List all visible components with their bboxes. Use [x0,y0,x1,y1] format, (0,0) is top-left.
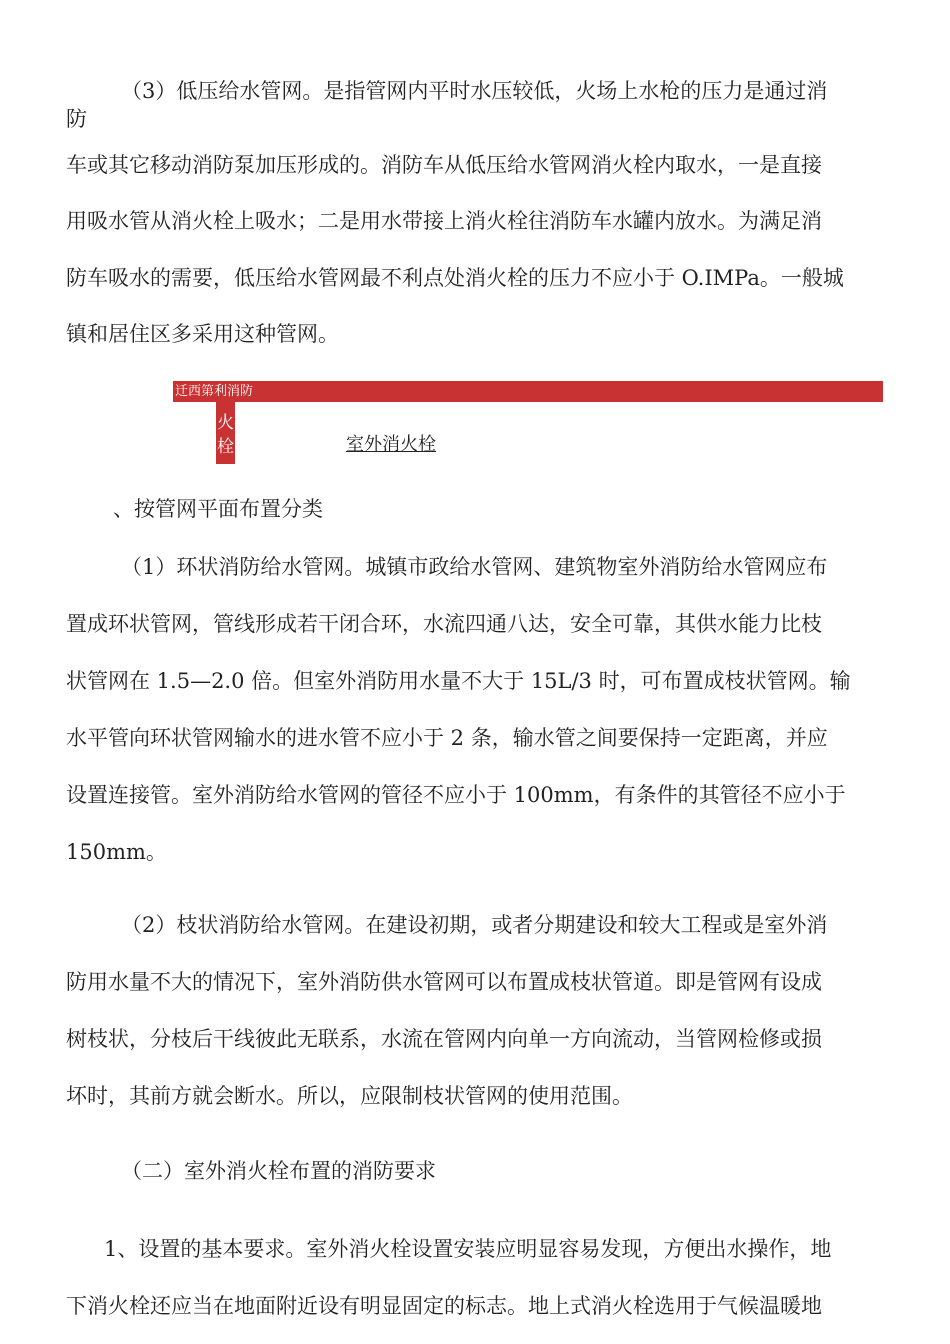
text-line: 防 [66,107,87,131]
text-line: 下消火栓还应当在地面附近设有明显固定的标志。地上式消火栓选用于气候温暖地 [66,1294,822,1318]
text-line: 150mm。 [66,840,167,864]
text-line: 镇和居住区多采用这种管网。 [66,322,339,346]
text-line: （3）低压给水管网。是指管网内平时水压较低，火场上水枪的压力是通过消 [121,79,828,103]
text-line: 防车吸水的需要，低压给水管网最不利点处消火栓的压力不应小于 O.IMPa。一般城 [66,266,844,290]
figure-caption: 室外消火栓 [346,434,436,455]
banner-text: 迁西第利消防 [175,384,254,399]
text-line: 坏时，其前方就会断水。所以，应限制枝状管网的使用范围。 [66,1084,633,1108]
text-line: 1、设置的基本要求。室外消火栓设置安装应明显容易发现，方便出水操作，地 [104,1237,832,1261]
fire-brigade-banner [173,381,883,402]
text-line: 车或其它移动消防泵加压形成的。消防车从低压给水管网消火栓内取水，一是直接 [66,153,822,177]
text-line: 设置连接管。室外消防给水管网的管径不应小于 100mm，有条件的其管径不应小于 [66,783,846,807]
text-line: （2）枝状消防给水管网。在建设初期，或者分期建设和较大工程或是室外消 [121,913,828,937]
section-heading: 、按管网平面布置分类 [113,497,323,521]
text-line: 水平管向环状管网输水的进水管不应小于 2 条，输水管之间要保持一定距离，并应 [66,726,828,750]
text-line: 状管网在 1.5—2.0 倍。但室外消防用水量不大于 15L/3 时，可布置成枝状管网。输 [66,669,851,693]
pole-char: 栓 [217,437,234,457]
section-heading: （二）室外消火栓布置的消防要求 [121,1159,436,1183]
text-line: 防用水量不大的情况下，室外消防供水管网可以布置成枝状管道。即是管网有设成 [66,970,822,994]
text-line: （1）环状消防给水管网。城镇市政给水管网、建筑物室外消防给水管网应布 [121,555,828,579]
text-line: 用吸水管从消火栓上吸水；二是用水带接上消火栓往消防车水罐内放水。为满足消 [66,209,822,233]
text-line: 树枝状，分枝后干线彼此无联系，水流在管网内向单一方向流动，当管网检修或损 [66,1027,822,1051]
pole-char: 火 [217,413,234,433]
text-line: 置成环状管网，管线形成若干闭合环，水流四通八达，安全可靠，其供水能力比枝 [66,612,822,636]
